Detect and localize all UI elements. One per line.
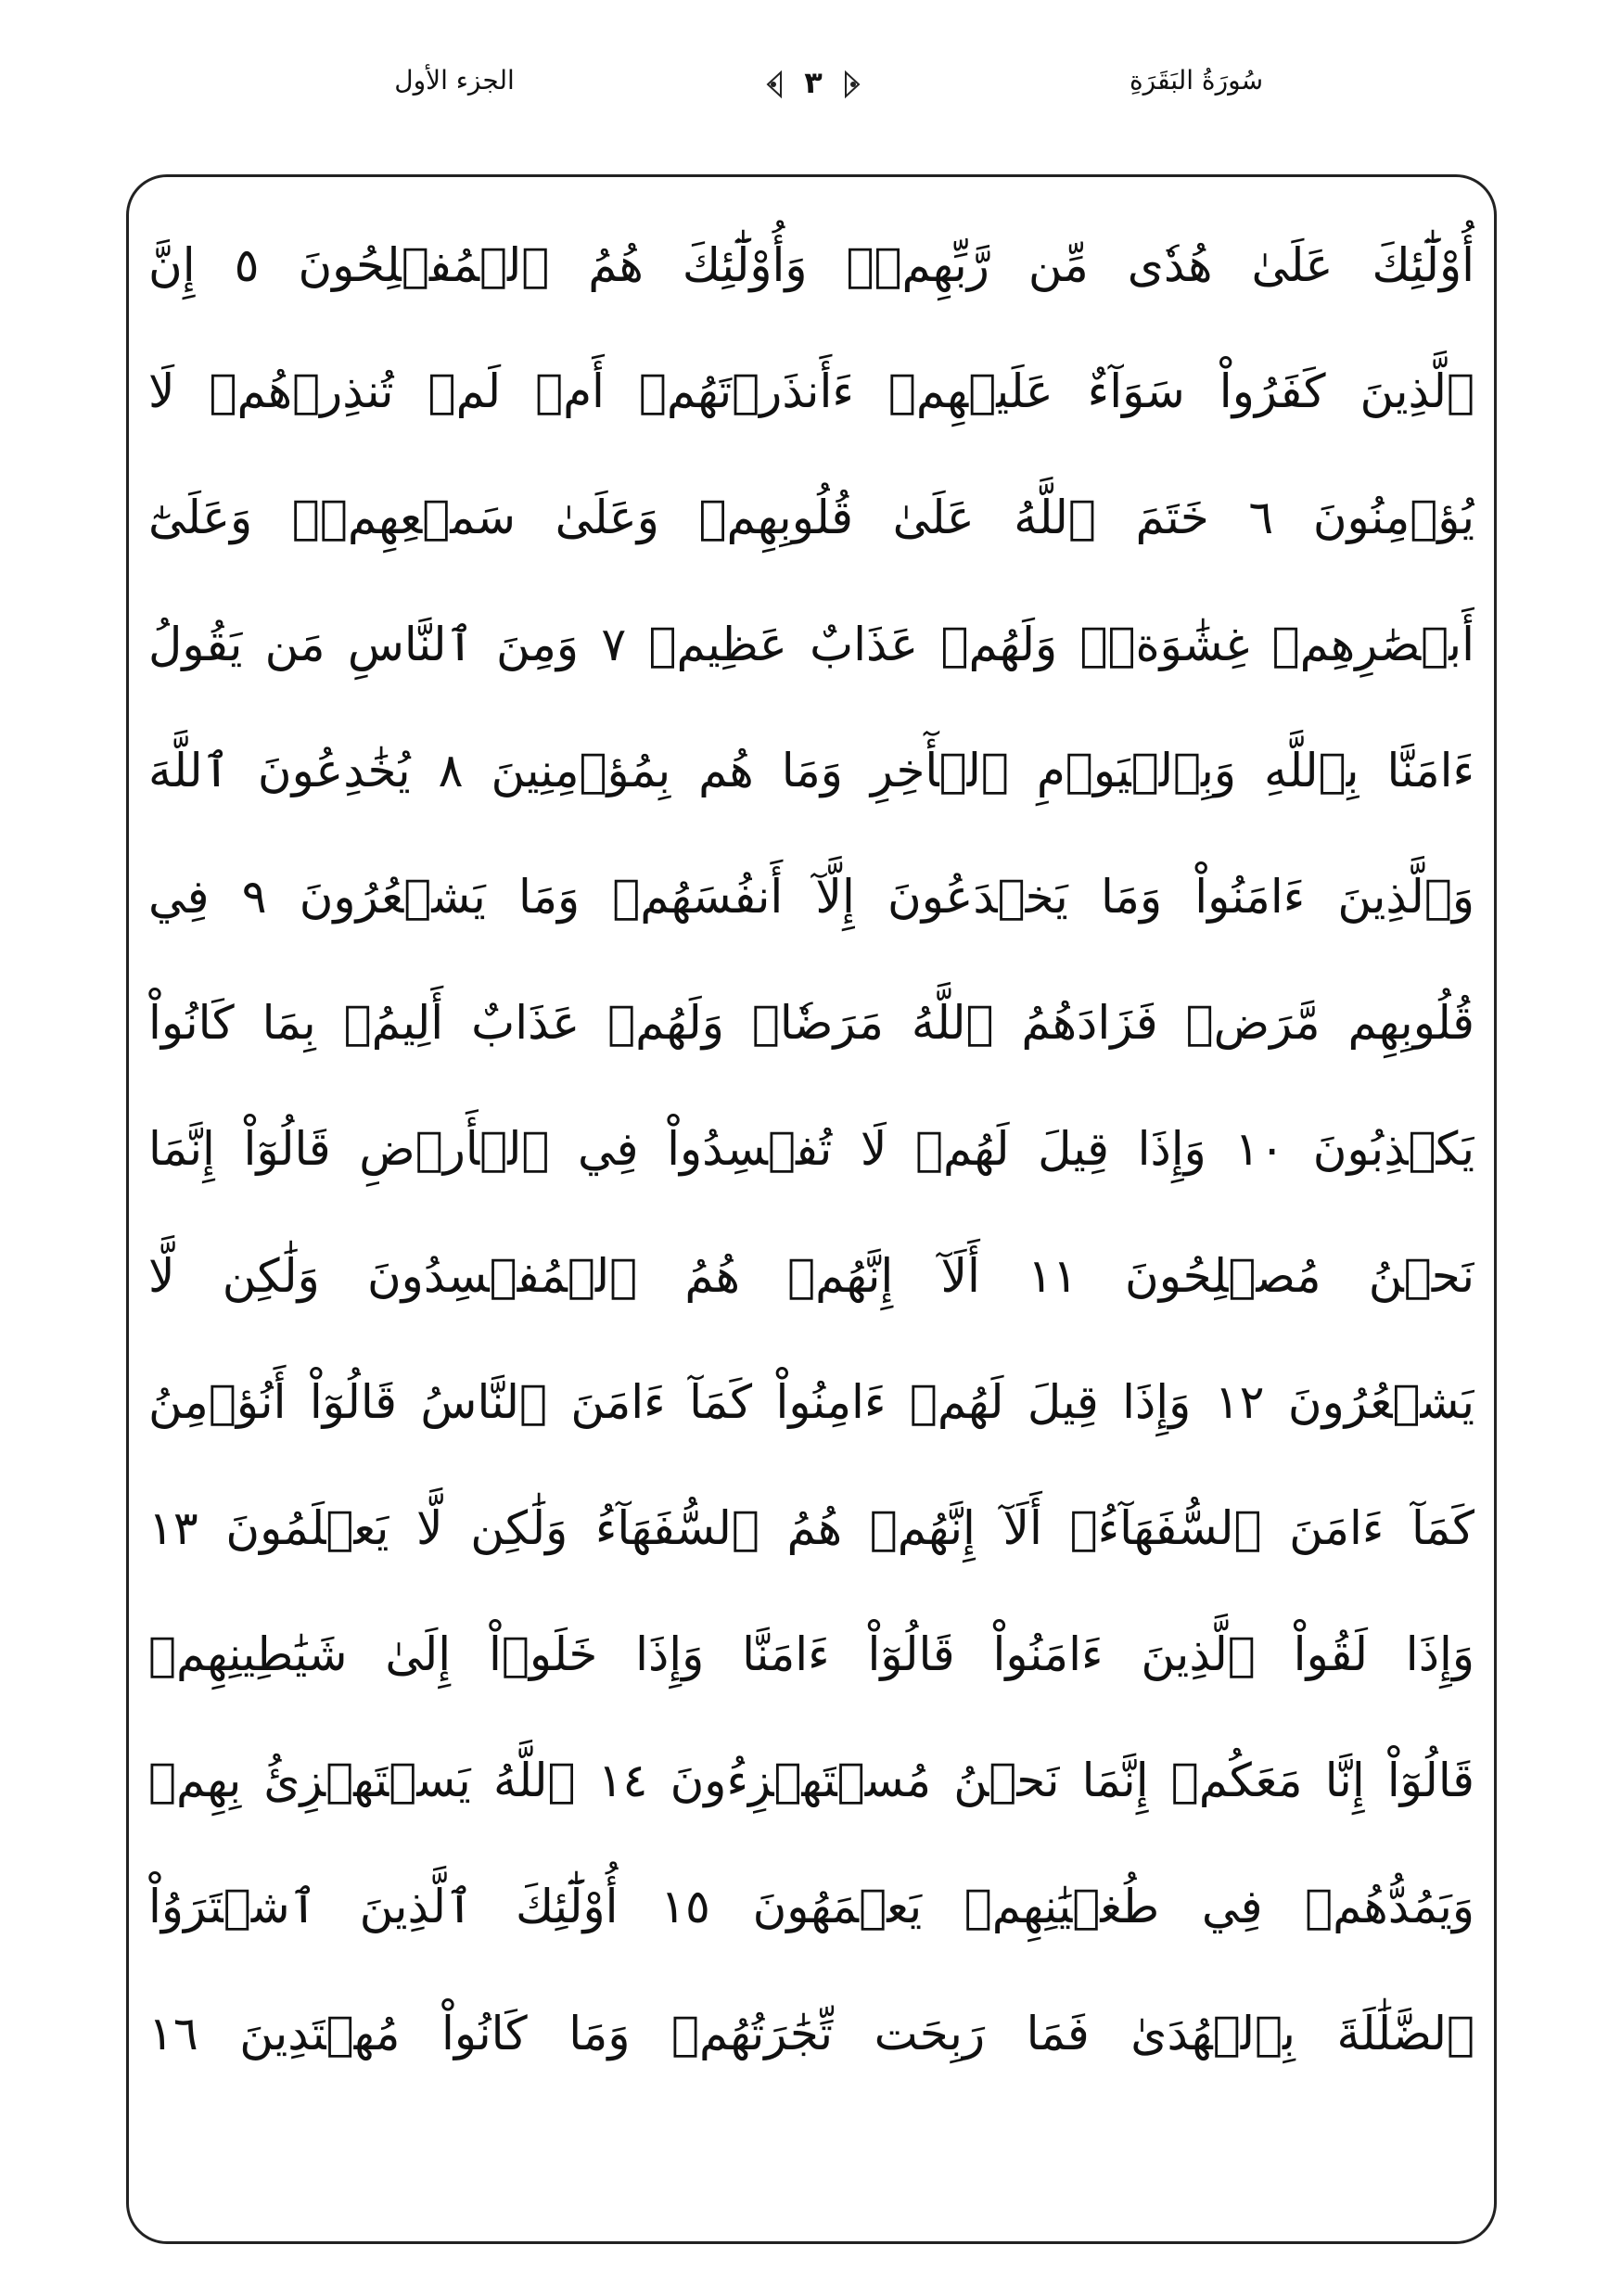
text-line: ٱلَّذِينَ كَفَرُواْ سَوَآءٌ عَلَيۡهِمۡ ءَأَنذَرۡتَهُمۡ أَمۡ لَمۡ تُنذِرۡهُمۡ لَا <box>148 364 1474 419</box>
text-line: يُؤۡمِنُونَ ٦ خَتَمَ ٱللَّهُ عَلَىٰ قُلُوبِهِمۡ وَعَلَىٰ سَمۡعِهِمۡۖ وَعَلَىٰٓ <box>148 491 1474 545</box>
text-line: أَبۡصَٰرِهِمۡ غِشَٰوَةٞۖ وَلَهُمۡ عَذَابٌ عَظِيمٞ ٧ وَمِنَ ٱلنَّاسِ مَن يَقُولُ <box>148 617 1474 671</box>
text-line: وَٱلَّذِينَ ءَامَنُواْ وَمَا يَخۡدَعُونَ إِلَّآ أَنفُسَهُمۡ وَمَا يَشۡعُرُونَ ٩ فِي <box>148 869 1474 924</box>
text-line: يَشۡعُرُونَ ١٢ وَإِذَا قِيلَ لَهُمۡ ءَامِنُواْ كَمَآ ءَامَنَ ٱلنَّاسُ قَالُوٓاْ أَنُؤۡمِنُ <box>148 1374 1474 1429</box>
text-line: وَإِذَا لَقُواْ ٱلَّذِينَ ءَامَنُواْ قَالُوٓاْ ءَامَنَّا وَإِذَا خَلَوۡاْ إِلَىٰ شَيَٰطِينِهِمۡ <box>148 1627 1474 1682</box>
text-line: ٱلضَّلَٰلَةَ بِٱلۡهُدَىٰ فَمَا رَبِحَت تِّجَٰرَتُهُمۡ وَمَا كَانُواْ مُهۡتَدِينَ ١٦ <box>148 2006 1474 2060</box>
page-number: ٣ <box>804 65 823 100</box>
surah-title: سُورَةُ البَقَرَةِ <box>1129 65 1264 96</box>
text-line: كَمَآ ءَامَنَ ٱلسُّفَهَآءُۗ أَلَآ إِنَّهُمۡ هُمُ ٱلسُّفَهَآءُ وَلَٰكِن لَّا يَعۡلَمُونَ ١٣ <box>148 1500 1474 1555</box>
text-line: وَيَمُدُّهُمۡ فِي طُغۡيَٰنِهِمۡ يَعۡمَهُونَ ١٥ أُوْلَٰٓئِكَ ٱلَّذِينَ ٱشۡتَرَوُاْ <box>148 1880 1474 1934</box>
page-header <box>0 0 1621 167</box>
text-line: ءَامَنَّا بِٱللَّهِ وَبِٱلۡيَوۡمِ ٱلۡأٓخِرِ وَمَا هُم بِمُؤۡمِنِينَ ٨ يُخَٰدِعُونَ ٱللَّهَ <box>148 743 1474 797</box>
text-line: نَحۡنُ مُصۡلِحُونَ ١١ أَلَآ إِنَّهُمۡ هُمُ ٱلۡمُفۡسِدُونَ وَلَٰكِن لَّا <box>148 1248 1474 1303</box>
quran-text <box>148 202 1474 2224</box>
text-line: يَكۡذِبُونَ ١٠ وَإِذَا قِيلَ لَهُمۡ لَا تُفۡسِدُواْ فِي ٱلۡأَرۡضِ قَالُوٓاْ إِنَّمَا <box>148 1122 1474 1177</box>
text-line: قُلُوبِهِم مَّرَضٞ فَزَادَهُمُ ٱللَّهُ مَرَضٗاۖ وَلَهُمۡ عَذَابٌ أَلِيمُۢ بِمَا كَانُواْ <box>148 996 1474 1051</box>
text-line: قَالُوٓاْ إِنَّا مَعَكُمۡ إِنَّمَا نَحۡنُ مُسۡتَهۡزِءُونَ ١٤ ٱللَّهُ يَسۡتَهۡزِئُ بِهِمۡ <box>148 1754 1474 1808</box>
juz-title: الجزء الأول <box>394 65 515 96</box>
text-line: أُوْلَٰٓئِكَ عَلَىٰ هُدٗى مِّن رَّبِّهِمۡۖ وَأُوْلَٰٓئِكَ هُمُ ٱلۡمُفۡلِحُونَ ٥ إِنَّ <box>148 238 1474 292</box>
page-number-ornament <box>762 61 864 108</box>
